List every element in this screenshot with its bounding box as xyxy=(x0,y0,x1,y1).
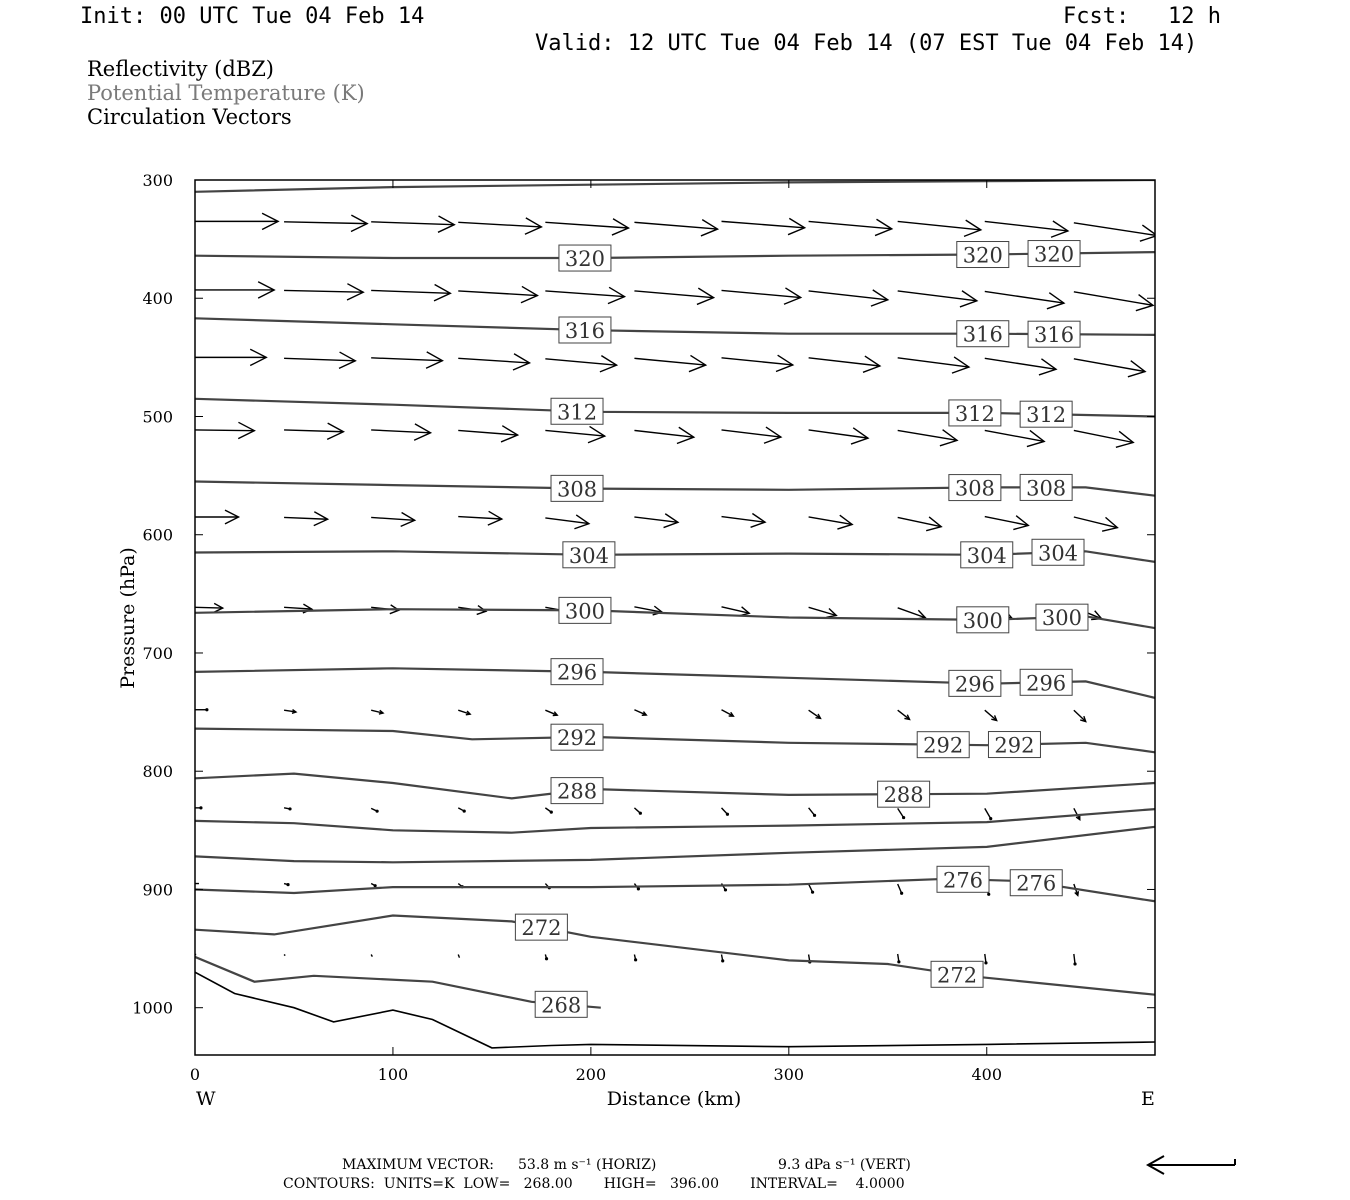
circulation-vector xyxy=(985,710,997,720)
isentrope-320 xyxy=(195,252,1155,258)
circulation-vector xyxy=(1074,710,1086,721)
isentrope-label xyxy=(1032,539,1084,565)
contour-info: CONTOURS: UNITS=K LOW= 268.00 HIGH= 396.00 INTERVAL= 4.0000 xyxy=(283,1176,905,1192)
circulation-vector xyxy=(195,422,254,438)
svg-text:320: 320 xyxy=(564,247,605,272)
circulation-vector xyxy=(897,954,900,963)
isentrope-label xyxy=(1020,474,1072,500)
isentrope-label xyxy=(931,961,983,987)
circulation-vector xyxy=(634,220,717,236)
circulation-vector xyxy=(458,511,502,525)
svg-text:304: 304 xyxy=(1037,541,1079,566)
isentrope-label xyxy=(937,866,989,892)
x-axis-title: Distance (km) xyxy=(606,1088,742,1110)
reference-vector-arrow xyxy=(1140,1150,1250,1180)
svg-text:292: 292 xyxy=(994,733,1035,758)
y-tick-label: 300 xyxy=(142,171,173,190)
isentrope-300 xyxy=(195,609,1155,628)
circulation-vector xyxy=(284,710,296,714)
circulation-vector xyxy=(284,215,367,231)
circulation-vector xyxy=(371,884,377,888)
isentrope-label xyxy=(559,317,611,343)
isentrope-label xyxy=(988,732,1040,758)
circulation-vector xyxy=(545,287,624,303)
circulation-vector xyxy=(195,806,203,809)
circulation-vector xyxy=(195,349,266,365)
isentrope-316 xyxy=(195,318,1155,335)
svg-text:304: 304 xyxy=(966,543,1007,568)
svg-text:276: 276 xyxy=(942,868,984,893)
svg-text:292: 292 xyxy=(923,733,964,758)
isentrope-284 xyxy=(195,809,1155,833)
circulation-vector xyxy=(634,427,693,443)
valid-time: Valid: 12 UTC Tue 04 Feb 14 (07 EST Tue 04 Feb 14) xyxy=(535,31,1198,56)
isentrope-label xyxy=(551,475,603,501)
svg-text:292: 292 xyxy=(556,726,598,751)
circulation-vector xyxy=(458,426,517,442)
circulation-vector xyxy=(898,608,926,619)
isentrope-label xyxy=(1028,241,1080,267)
circulation-vector xyxy=(898,710,910,719)
isentrope-label xyxy=(949,475,1001,501)
field-potential-temperature: Potential Temperature (K) xyxy=(87,81,365,105)
svg-text:320: 320 xyxy=(1034,242,1075,267)
isentrope-312 xyxy=(195,399,1155,417)
circulation-vector xyxy=(722,710,734,716)
circulation-vector xyxy=(458,354,529,370)
circulation-vector xyxy=(545,426,604,442)
circulation-vector xyxy=(371,954,372,956)
circulation-vector xyxy=(371,808,379,812)
y-tick-label: 1000 xyxy=(132,998,173,1018)
circulation-vector xyxy=(634,954,637,961)
isentrope-label xyxy=(961,542,1013,568)
isentrope-308 xyxy=(195,482,1155,496)
circulation-vector xyxy=(722,355,793,371)
svg-text:312: 312 xyxy=(1026,403,1067,428)
circulation-vector xyxy=(458,286,537,302)
circulation-vector xyxy=(545,710,557,715)
isentrope-label xyxy=(878,781,930,807)
svg-text:316: 316 xyxy=(962,322,1003,347)
circulation-vector xyxy=(721,954,724,962)
circulation-vector xyxy=(898,291,977,307)
circulation-vector xyxy=(1073,954,1076,966)
svg-text:312: 312 xyxy=(556,400,598,425)
circulation-vector xyxy=(284,423,343,439)
circulation-vector xyxy=(985,291,1064,308)
circulation-vector xyxy=(1074,430,1133,447)
circulation-vector xyxy=(898,808,906,819)
surface-line xyxy=(195,972,1155,1048)
y-tick-label: 400 xyxy=(142,289,173,309)
isentrope-label xyxy=(551,724,603,750)
isentrope-label xyxy=(535,991,587,1017)
circulation-vector xyxy=(985,358,1056,375)
y-axis-title: Pressure (hPa) xyxy=(117,547,139,689)
circulation-vector xyxy=(984,954,987,964)
circulation-vector xyxy=(545,515,589,529)
circulation-vector xyxy=(634,288,713,304)
circulation-vector xyxy=(371,424,430,440)
circulation-vector xyxy=(545,954,548,960)
svg-text:276: 276 xyxy=(1016,871,1057,896)
y-tick-label: 700 xyxy=(142,643,173,663)
isentrope-label xyxy=(1036,604,1088,630)
circulation-vector xyxy=(985,516,1029,530)
y-tick-label: 800 xyxy=(142,762,173,782)
circulation-vector xyxy=(985,430,1044,446)
isentrope-label xyxy=(957,321,1009,347)
svg-text:296: 296 xyxy=(954,672,995,697)
circulation-vector xyxy=(1074,359,1145,377)
max-vector-vertical: 9.3 dPa s⁻¹ (VERT) xyxy=(778,1157,911,1173)
circulation-vector xyxy=(634,355,705,371)
y-tick-label: 900 xyxy=(142,880,173,900)
circulation-vector xyxy=(545,356,616,372)
circulation-vector xyxy=(284,954,285,955)
isentrope-label xyxy=(957,607,1009,633)
x-tick-label: 200 xyxy=(575,1065,607,1084)
circulation-vector xyxy=(985,808,993,820)
circulation-vector xyxy=(809,219,892,235)
circulation-vector xyxy=(809,884,815,894)
circulation-vector xyxy=(634,710,646,716)
circulation-vector xyxy=(284,284,363,300)
isentrope-272 xyxy=(195,916,1155,995)
circulation-vector xyxy=(458,954,459,957)
circulation-vector xyxy=(371,512,415,526)
circulation-vector xyxy=(809,607,837,617)
circulation-vector xyxy=(809,808,817,817)
circulation-vector xyxy=(1074,292,1153,311)
circulation-vector xyxy=(809,710,821,718)
circulation-vector xyxy=(284,807,292,810)
svg-text:312: 312 xyxy=(954,401,995,426)
isentrope-label xyxy=(1020,401,1072,427)
circulation-vector xyxy=(195,510,239,524)
svg-text:308: 308 xyxy=(954,476,995,501)
circulation-vector xyxy=(371,352,442,368)
isentrope-label xyxy=(1020,669,1072,695)
x-tick-label: 100 xyxy=(377,1065,409,1084)
svg-text:296: 296 xyxy=(556,660,598,685)
circulation-vector xyxy=(898,884,904,895)
isentrope-label xyxy=(551,778,603,804)
circulation-vector xyxy=(284,352,355,368)
forecast-hour-value: 12 h xyxy=(1168,4,1221,29)
svg-text:296: 296 xyxy=(1026,671,1067,696)
forecast-hour-label: Fcst: xyxy=(1063,4,1130,29)
circulation-vector xyxy=(284,883,290,886)
circulation-vector xyxy=(809,356,880,372)
west-label: W xyxy=(196,1088,216,1110)
circulation-vector xyxy=(371,285,450,301)
circulation-vector xyxy=(898,357,969,373)
svg-text:308: 308 xyxy=(556,477,598,502)
isentrope-label xyxy=(1010,870,1062,896)
y-tick-label: 600 xyxy=(142,525,173,545)
circulation-vector xyxy=(722,218,805,234)
x-tick-label: 300 xyxy=(773,1065,805,1084)
svg-text:300: 300 xyxy=(564,599,605,624)
circulation-vector xyxy=(722,808,730,816)
svg-text:300: 300 xyxy=(962,608,1003,633)
svg-text:288: 288 xyxy=(883,783,924,808)
isentrope-280 xyxy=(195,827,1155,863)
svg-text:308: 308 xyxy=(1026,476,1067,501)
circulation-vector xyxy=(809,290,888,306)
circulation-vector xyxy=(898,517,942,531)
circulation-vector xyxy=(195,282,274,298)
isentrope-296 xyxy=(195,668,1155,698)
circulation-vector xyxy=(809,515,853,529)
circulation-vector xyxy=(371,710,383,714)
circulation-vector xyxy=(284,512,328,526)
field-reflectivity: Reflectivity (dBZ) xyxy=(87,57,275,81)
isentrope-label xyxy=(957,242,1009,268)
field-circulation-vectors: Circulation Vectors xyxy=(87,105,292,129)
max-vector-horizontal: 53.8 m s⁻¹ (HORIZ) xyxy=(518,1157,657,1173)
svg-text:316: 316 xyxy=(1034,323,1075,348)
east-label: E xyxy=(1141,1088,1155,1110)
circulation-vector xyxy=(371,216,454,232)
isentrope-label xyxy=(515,914,567,940)
circulation-vector xyxy=(722,427,781,443)
isentrope-288 xyxy=(195,774,1155,799)
isentrope-label xyxy=(1028,321,1080,347)
svg-text:272: 272 xyxy=(937,963,978,988)
x-tick-label: 0 xyxy=(189,1065,201,1084)
circulation-vector xyxy=(195,213,278,229)
circulation-vector xyxy=(458,218,541,234)
svg-text:272: 272 xyxy=(521,916,562,941)
init-time: Init: 00 UTC Tue 04 Feb 14 xyxy=(80,4,425,29)
circulation-vector xyxy=(634,808,642,815)
circulation-vector xyxy=(458,710,470,715)
svg-text:300: 300 xyxy=(1041,606,1083,631)
svg-text:288: 288 xyxy=(556,779,598,804)
circulation-vector xyxy=(458,808,466,813)
circulation-vector xyxy=(545,219,628,235)
max-vector-label: MAXIMUM VECTOR: xyxy=(342,1157,494,1173)
circulation-vector xyxy=(634,514,678,528)
y-tick-label: 500 xyxy=(142,407,173,427)
svg-text:320: 320 xyxy=(962,243,1003,268)
circulation-vector xyxy=(722,514,766,528)
x-tick-label: 400 xyxy=(971,1065,1003,1084)
isentrope-label xyxy=(551,398,603,424)
circulation-vector xyxy=(195,708,208,711)
isentrope-324 xyxy=(195,180,1155,192)
isentrope-label xyxy=(917,732,969,758)
isentrope-label xyxy=(949,400,1001,426)
isentrope-label xyxy=(563,542,615,568)
circulation-vector xyxy=(985,221,1068,237)
isentrope-label xyxy=(551,659,603,685)
circulation-vector xyxy=(195,603,223,612)
isentrope-label xyxy=(559,245,611,271)
circulation-vector xyxy=(898,430,957,446)
svg-text:316: 316 xyxy=(564,318,605,343)
circulation-vector xyxy=(809,428,868,444)
circulation-vector xyxy=(1074,517,1118,531)
svg-text:268: 268 xyxy=(541,993,582,1018)
circulation-vector xyxy=(545,808,553,814)
circulation-vector xyxy=(1074,223,1157,241)
isentrope-label xyxy=(949,670,1001,696)
circulation-vector xyxy=(722,288,801,304)
isentrope-label xyxy=(559,597,611,623)
svg-text:304: 304 xyxy=(568,543,609,568)
circulation-vector xyxy=(898,220,981,236)
